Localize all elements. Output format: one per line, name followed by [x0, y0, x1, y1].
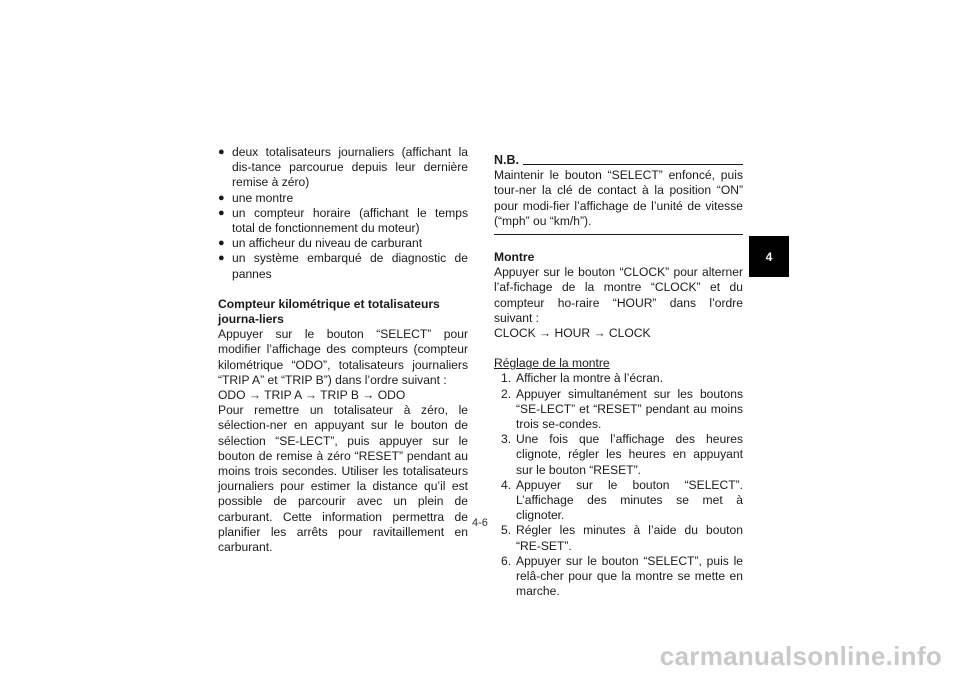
list-item: 1. Afficher la montre à l’écran.	[501, 371, 663, 386]
section-heading-odometer: Compteur kilométrique et totalisateurs journa-liers	[218, 296, 440, 327]
subheading-clock-setting: Réglage de la montre	[494, 356, 610, 371]
bullet-item: ● deux totalisateurs journaliers (affichant la dis-tance parcourue depuis leur dernière remise à zéro)	[218, 145, 468, 190]
page-number: 4-6	[472, 517, 488, 529]
paragraph: Appuyer sur le bouton “CLOCK” pour alterner l’af-fichage de la montre “CLOCK” et du compteur ho-raire “HOUR” dans l’ordre suivant :	[494, 265, 743, 325]
bullet-icon: ●	[218, 237, 225, 250]
watermark: carmanualsonline.info	[659, 641, 942, 671]
note-text: Maintenir le bouton “SELECT” enfoncé, puis tour-ner la clé de contact à la position “ON” pour modi-fier l’affichage de l’unité de vitesse (“mph” ou “km/h”).	[494, 168, 743, 228]
list-item: 4. Appuyer sur le bouton “SELECT”. L’affichage des minutes se met à clignoter.	[501, 477, 743, 523]
bullet-item: ● une montre	[218, 190, 294, 205]
bullet-icon: ●	[218, 206, 225, 219]
chapter-tab: 4	[749, 236, 789, 277]
bullet-icon: ●	[218, 191, 225, 204]
sequence-text: ODO → TRIP A → TRIP B → ODO	[218, 388, 406, 403]
section-heading-clock: Montre	[494, 250, 535, 265]
paragraph: Appuyer sur le bouton “SELECT” pour modifier l’affichage des compteurs (compteur kilométrique “ODO”, totalisateurs journaliers “TRIP A” et “TRIP B”) dans l’ordre suivant :	[218, 327, 468, 387]
note-header	[494, 153, 743, 168]
left-column	[218, 145, 468, 555]
paragraph: Pour remettre un totalisateur à zéro, le sélection-ner en appuyant sur le bouton de sélection “SE-LECT”, puis appuyer sur le bouton de remise à zéro “RESET” pendant au moins trois secondes. Utiliser les totalisateurs journaliers pour estimer la distance qu’il est possible de parcourir avec un plein de carburant. Cette information permettra de planifier les arrêts pour ravitaillement en carburant.	[218, 403, 468, 555]
bullet-icon: ●	[218, 146, 225, 158]
list-item: 6. Appuyer sur le bouton “SELECT”, puis le relâ-cher pour que la montre se mette en marche.	[501, 553, 743, 599]
list-item: 5. Régler les minutes à l’aide du bouton “RE-SET”.	[501, 523, 743, 553]
bullet-item: ● un système embarqué de diagnostic de pannes	[218, 251, 468, 281]
bullet-icon: ●	[218, 252, 225, 265]
list-item: 3. Une fois que l’affichage des heures clignote, régler les heures en appuyant sur le bouton “RESET”.	[501, 432, 743, 477]
bullet-item: ● un afficheur du niveau de carburant	[218, 236, 423, 251]
bullet-item: ● un compteur horaire (affichant le temps total de fonctionnement du moteur)	[218, 205, 468, 236]
sequence-text: CLOCK → HOUR → CLOCK	[494, 326, 651, 341]
note-rule	[523, 164, 743, 165]
right-column	[494, 153, 743, 599]
list-item: 2. Appuyer simultanément sur les boutons “SE-LECT” et “RESET” pendant au moins trois se-condes.	[501, 386, 743, 432]
note-label: N.B.	[494, 153, 519, 167]
